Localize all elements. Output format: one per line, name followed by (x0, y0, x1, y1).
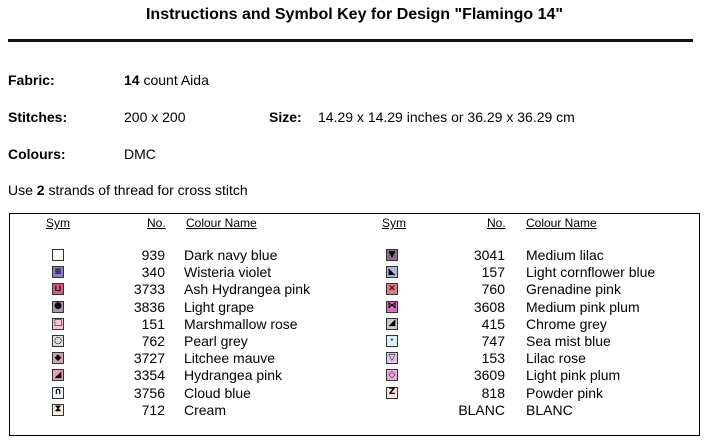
colour-number: 3756 (133, 384, 165, 401)
colour-name: Dark navy blue (184, 247, 278, 263)
symbol-swatch-icon: ∩ (52, 387, 64, 399)
colour-number: 712 (141, 401, 165, 418)
header-no-right: No. (487, 216, 506, 230)
colour-name: Medium lilac (526, 247, 604, 263)
instruction-suffix: strands of thread for cross stitch (48, 182, 248, 198)
colour-number: BLANC (458, 401, 505, 418)
colour-name: Light cornflower blue (526, 264, 656, 281)
header-sym-right: Sym (382, 216, 406, 230)
symbol-swatch-icon: Z (386, 387, 398, 399)
instruction-text (8, 182, 248, 198)
page-title: Instructions and Symbol Key for Design "Flamingo 14" (145, 6, 563, 23)
symbol-swatch-icon: ◣ (386, 266, 398, 278)
colour-number: 3836 (133, 298, 165, 315)
symbol-swatch-icon: · (386, 335, 398, 347)
header-name-right: Colour Name (526, 216, 597, 230)
instruction-prefix: Use (8, 182, 33, 198)
stitches-label: Stitches: (8, 109, 68, 125)
symbol-swatch-icon: ✕ (386, 283, 398, 295)
instruction-strands: 2 (36, 182, 45, 198)
colour-number: 340 (141, 264, 165, 281)
colours-label: Colours: (8, 146, 66, 162)
colour-number: 939 (141, 247, 165, 263)
symbol-swatch-icon: ◢ (52, 369, 64, 381)
symbol-swatch-icon: ● (52, 301, 64, 313)
symbol-swatch-icon: □ (53, 318, 63, 329)
colour-number: 762 (141, 333, 165, 349)
colour-number: 3727 (133, 350, 165, 367)
colour-name: Cloud blue (184, 384, 251, 401)
colour-number: 818 (481, 384, 505, 401)
colour-number: 151 (141, 315, 165, 332)
title-underline (8, 39, 693, 42)
symbol-swatch-icon: ⋈ (387, 301, 397, 312)
colour-name: Marshmallow rose (184, 315, 298, 332)
colour-name: Pearl grey (184, 333, 248, 349)
size-value: 14.29 x 14.29 inches or 36.29 x 36.29 cm (318, 109, 575, 125)
colour-name: Light pink plum (526, 367, 621, 384)
colours-value: DMC (124, 146, 156, 162)
colour-number: 3354 (133, 367, 165, 384)
fabric-label: Fabric: (8, 72, 55, 88)
symbol-swatch-icon: ▽ (386, 352, 398, 364)
colour-number: 3608 (473, 298, 505, 315)
colour-name: Litchee mauve (184, 350, 276, 367)
symbol-swatch-icon (52, 249, 64, 261)
header-name-left: Colour Name (186, 216, 257, 230)
fabric-count: 14 (124, 72, 140, 88)
fabric-type: count Aida (143, 72, 209, 88)
colour-name: Hydrangea pink (184, 367, 283, 384)
colour-name: Light grape (184, 298, 255, 315)
symbol-swatch-icon: ○ (52, 335, 64, 347)
colour-number: 3609 (473, 367, 505, 384)
symbol-swatch-icon: ≡ (52, 266, 64, 278)
colour-name: Grenadine pink (526, 281, 621, 298)
colour-number: 153 (481, 350, 505, 367)
colour-name: Sea mist blue (526, 333, 611, 349)
colour-number: 415 (481, 315, 505, 332)
symbol-swatch-icon: ⧗ (52, 404, 64, 416)
symbol-swatch-icon: ◆ (52, 352, 64, 364)
colour-name: Medium pink plum (526, 298, 640, 315)
colour-name: Ash Hydrangea pink (184, 281, 311, 298)
colour-name: Powder pink (526, 384, 604, 401)
colour-name: Cream (184, 401, 227, 418)
colour-number: 3041 (473, 247, 505, 263)
colour-name: Chrome grey (526, 315, 607, 332)
colour-number: 747 (481, 333, 505, 349)
symbol-swatch-icon: ◢ (386, 318, 398, 330)
fabric-value (124, 72, 209, 88)
header-sym-left: Sym (46, 216, 70, 230)
header-no-left: No. (147, 216, 166, 230)
symbol-swatch-icon (386, 404, 398, 416)
colour-number: 3733 (133, 281, 165, 298)
colour-number: 760 (481, 281, 505, 298)
symbol-swatch-icon: ▼ (386, 249, 398, 261)
stitches-value: 200 x 200 (124, 109, 186, 125)
size-label: Size: (269, 109, 302, 125)
colour-name: Wisteria violet (184, 264, 272, 281)
colour-number: 157 (481, 264, 505, 281)
symbol-swatch-icon: ◇ (386, 369, 398, 381)
colour-name: BLANC (526, 401, 573, 418)
colour-name: Lilac rose (526, 350, 586, 367)
symbol-swatch-icon: ⊔ (52, 283, 64, 295)
